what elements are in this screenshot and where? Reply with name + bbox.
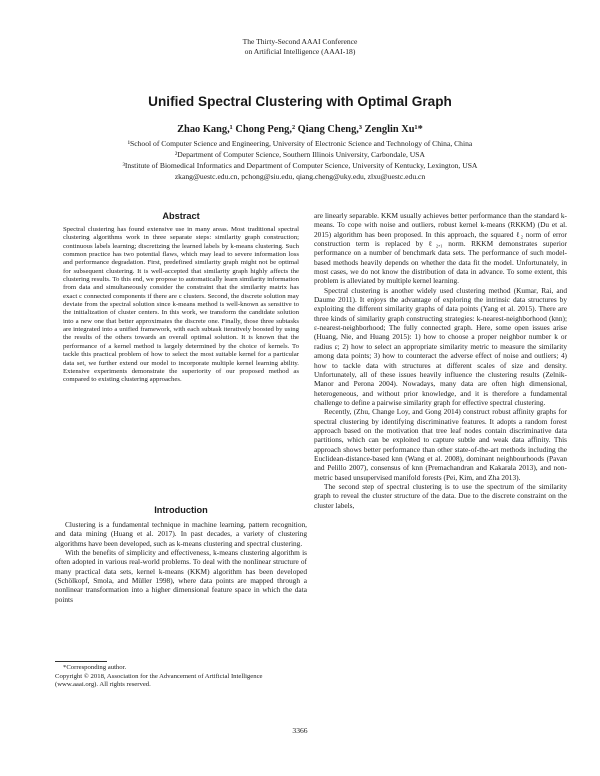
conference-line-1: The Thirty-Second AAAI Conference xyxy=(242,37,358,46)
introduction-heading: Introduction xyxy=(154,505,208,515)
right-paragraph-2: Spectral clustering is another widely used clustering method (Kumar, Rai, and Daume 2011). It enjoys the advantage of exploring the intrinsic data structures by exploiting the different similarity graphs of data points (Yang et al. 2015). There are three kinds of similarity graph constructing strategies: k-nearest-neighborhood (knn); ε-nearest-neighborhood; The fully connected graph. Here, some open issues arise (Huang, Nie, and Huang 2015): 1) how to choose a proper neighbor number k or radius ε; 2) how to select an appropriate similarity metric to measure the similarity among data points; 3) how to counteract the adverse effect of noise and outliers; 4) how to tackle data with structures at different scales of size and density. Unfortunately, all of these issues heavily influence the clustering results (Zelnik-Manor and Perona 2004). Nowadays, many data are often high dimensional, heterogeneous, and without prior knowledge, and it is therefore a fundamental challenge to define a pairwise similarity graph for effective spectral clustering. xyxy=(314,285,567,407)
abstract-heading: Abstract xyxy=(162,211,200,221)
author-list: Zhao Kang,¹ Chong Peng,² Qiang Cheng,³ Zenglin Xu¹* xyxy=(177,124,423,135)
abstract-text: Spectral clustering has found extensive use in many areas. Most traditional spectral clustering algorithms work in three separate steps: similarity graph construction; continuous labels learning; discretizing the learned labels by k-means clustering. Such common practice has two potential flaws, which may lead to severe information loss and performance degradation. First, predefined similarity graph might not be optimal for subsequent clustering. It is well-accepted that similarity graph highly affects the clustering results. To this end, we propose to automatically learn similarity information from data and simultaneously consider the constraint that the similarity matrix has exact c connected components if there are c clusters. Second, the discrete solution may deviate from the spectral solution since k-means method is well-known as sensitive to the initialization of cluster centers. In this work, we transform the candidate solution into a new one that better approximates the discrete one. Finally, those three subtasks are integrated into a unified framework, with each subtask iteratively boosted by using the results of the others towards an overall optimal solution. It is known that the performance of a kernel method is largely determined by the choice of kernels. To tackle this practical problem of how to select the most suitable kernel for a particular data set, we further extend our model to incorporate multiple kernel learning ability. Extensive experiments demonstrate the superiority of our proposed method as compared to existing clustering approaches. xyxy=(63,226,299,384)
footnote-copyright: Copyright © 2018, Association for the Advancement of Artificial Intelligence (www.aaai.org). All rights reserved. xyxy=(55,673,263,689)
author-emails: zkang@uestc.edu.cn, pchong@siu.edu, qiang.cheng@uky.edu, zlxu@uestc.edu.cn xyxy=(174,172,426,181)
footnote-corresponding: *Corresponding author. xyxy=(63,664,127,671)
right-paragraph-4: The second step of spectral clustering is to use the spectrum of the similarity graph to reveal the cluster structure of the data. Due to the discrete constraint on the cluster labels, xyxy=(314,481,567,510)
intro-paragraph-2: With the benefits of simplicity and effectiveness, k-means clustering algorithm is often adopted in various real-world problems. To deal with the nonlinear structure of many practical data sets, kernel k-means (KKM) algorithm has been developed (Schölkopf, Smola, and Müller 1998), where data points are mapped through a nonlinear transformation into a higher dimensional feature space in which the data points xyxy=(55,548,307,604)
introduction-body xyxy=(55,520,307,604)
page-number: 3366 xyxy=(292,726,308,735)
paper-title: Unified Spectral Clustering with Optimal Graph xyxy=(148,94,452,109)
right-paragraph-3: Recently, (Zhu, Change Loy, and Gong 2014) construct robust affinity graphs for spectral clustering by identifying discriminative features. It adopts a random forest approach based on the motivation that tree leaf nodes contain discriminative data partitions, which can be exploited to capture subtle and weak data affinity. This approach shows better performance than other state-of-the-art methods including the Euclidean-distance-based knn (Wang et al. 2008), dominant neighbourhoods (Pavan and Pelillo 2007), consensus of knn (Premachandran and Kakarala 2013), and non-metric based unsupervised manifold forests (Pei, Kim, and Zha 2013). xyxy=(314,407,567,482)
intro-paragraph-1: Clustering is a fundamental technique in machine learning, pattern recognition, and data mining (Huang et al. 2017). In past decades, a variety of clustering algorithms have been developed, such as k-means clustering and spectral clustering. xyxy=(55,520,307,548)
affiliation-2: ²Department of Computer Science, Southern Illinois University, Carbondale, USA xyxy=(174,150,425,159)
footnote-rule xyxy=(55,661,107,662)
right-paragraph-1: are linearly separable. KKM usually achieves better performance than the standard k-means. To cope with noise and outliers, robust kernel k-means (RKKM) (Du et al. 2015) algorithm has been proposed. In this approach, the squared ℓ₂ norm of error construction term is replaced by ℓ₂,₁ norm. RKKM demonstrates superior performance on a number of benchmark data sets. The performance of such model-based methods heavily depends on whether the data fit the model. Unfortunately, in most cases, we do not know the distribution of data in advance. To some extent, this problem is alleviated by multiple kernel learning. xyxy=(314,211,567,286)
conference-line-2: on Artificial Intelligence (AAAI-18) xyxy=(244,46,356,56)
affiliation-3: ³Institute of Biomedical Informatics and Department of Computer Science, University of Kentucky, Lexington, USA xyxy=(122,161,478,170)
right-column-body xyxy=(314,211,567,510)
affiliation-1: ¹School of Computer Science and Engineering, University of Electronic Science and Technology of China, China xyxy=(127,139,473,148)
conference-header xyxy=(0,37,600,56)
